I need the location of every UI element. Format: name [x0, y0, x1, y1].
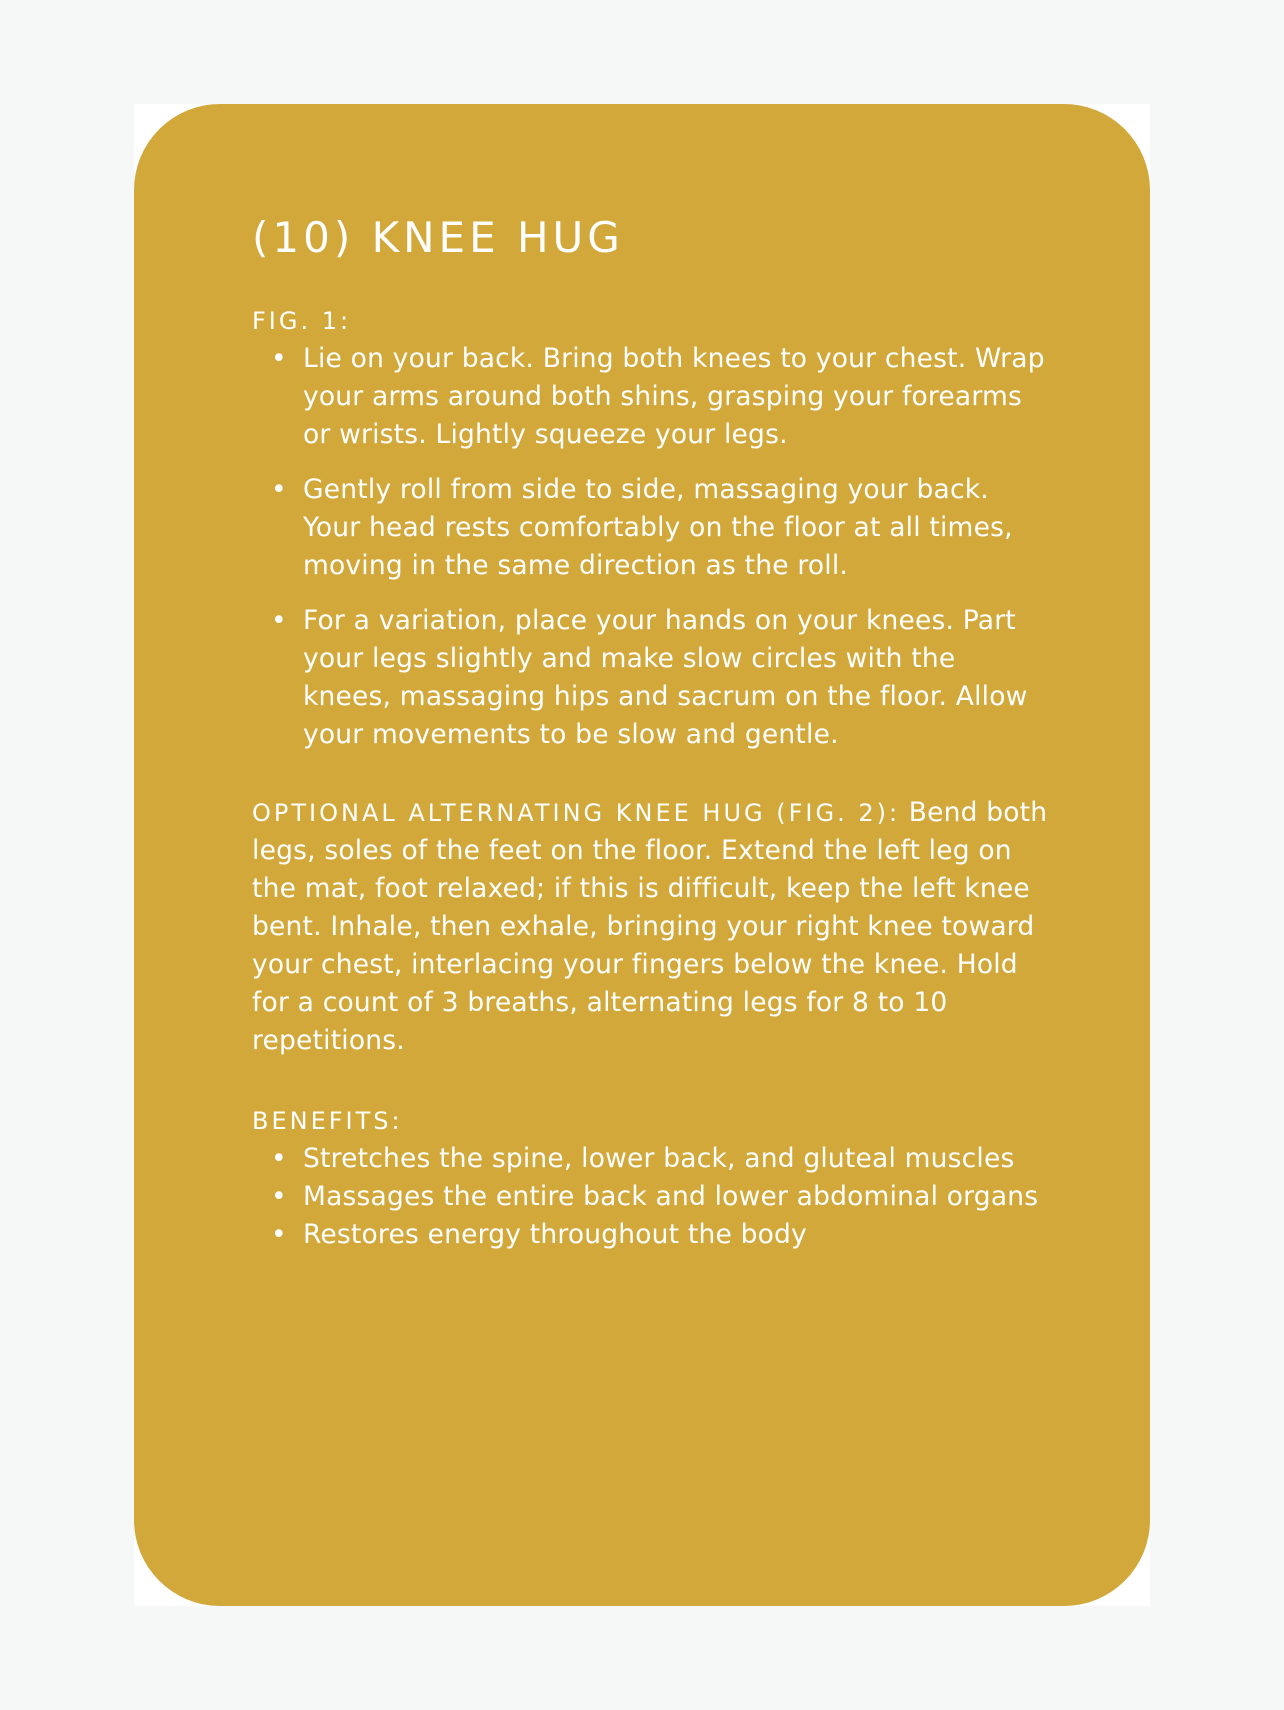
benefits-bullet-list: [252, 1140, 1050, 1254]
exercise-card: [134, 104, 1150, 1606]
optional-variation-label: OPTIONAL ALTERNATING KNEE HUG (FIG. 2):: [252, 799, 901, 827]
benefits-label: BENEFITS:: [252, 1107, 403, 1135]
list-item-text: Stretches the spine, lower back, and gluteal muscles: [303, 1143, 1015, 1174]
list-item-text: For a variation, place your hands on your knees. Part your legs slightly and make slow circles with the knees, massaging hips and sacrum on the floor. Allow your movements to be slow and gentle.: [303, 605, 1028, 750]
bullet-icon: •: [271, 474, 287, 505]
fig1-label: FIG. 1:: [252, 307, 352, 335]
list-item: [252, 1178, 1050, 1216]
bullet-icon: •: [271, 1143, 287, 1174]
bullet-icon: •: [271, 1219, 287, 1250]
optional-variation-paragraph: [252, 794, 1050, 1060]
list-item: [252, 1216, 1050, 1254]
bullet-icon: •: [271, 605, 287, 636]
list-item-text: Lie on your back. Bring both knees to your chest. Wrap your arms around both shins, grasping your forearms or wrists. Lightly squeeze your legs.: [303, 343, 1045, 450]
list-item: [252, 1140, 1050, 1178]
card-title: (10) KNEE HUG: [252, 213, 624, 262]
list-item: [252, 471, 1050, 585]
bullet-icon: •: [271, 343, 287, 374]
list-item-text: Massages the entire back and lower abdominal organs: [303, 1181, 1039, 1212]
list-item-text: Gently roll from side to side, massaging your back. Your head rests comfortably on the floor at all times, moving in the same direction as the roll.: [303, 474, 1013, 581]
fig1-bullet-list: [252, 340, 1050, 754]
list-item: [252, 340, 1050, 454]
list-item: [252, 602, 1050, 754]
optional-variation-text: Bend both legs, soles of the feet on the floor. Extend the left leg on the mat, foot relaxed; if this is difficult, keep the left knee bent. Inhale, then exhale, bringing your right knee toward your chest, interlacing your fingers below the knee. Hold for a count of 3 breaths, alternating legs for 8 to 10 repetitions.: [252, 797, 1048, 1056]
list-item-text: Restores energy throughout the body: [303, 1219, 807, 1250]
bullet-icon: •: [271, 1181, 287, 1212]
